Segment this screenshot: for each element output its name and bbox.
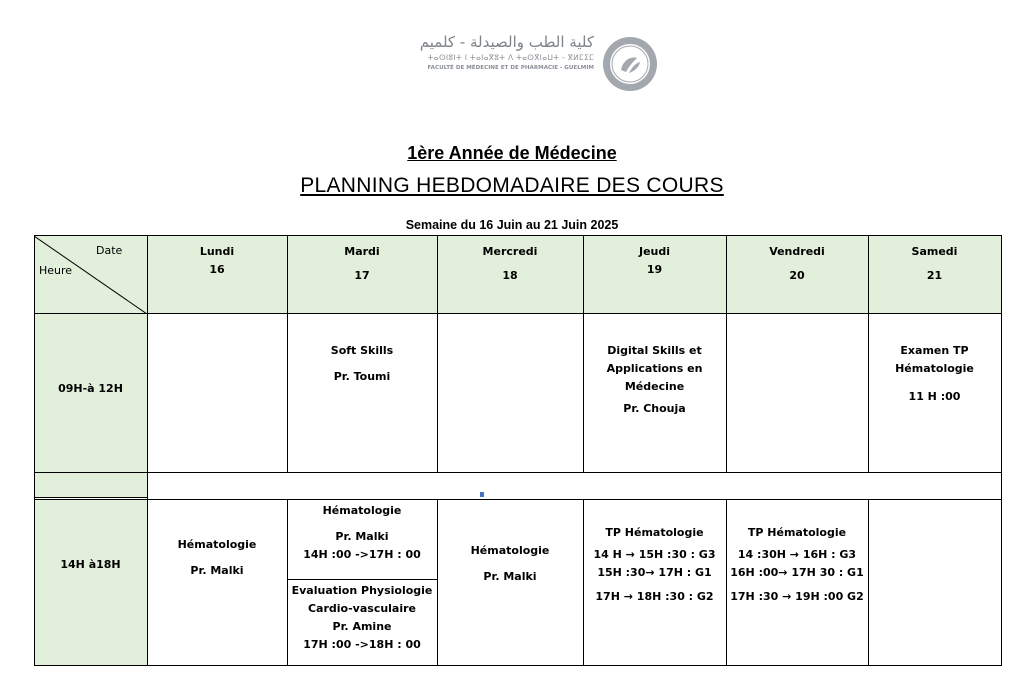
day-number: 18 <box>502 269 518 282</box>
course-name: Hématologie <box>177 538 257 551</box>
course-time: 17H :00 ->18H : 00 <box>303 638 421 651</box>
afternoon-mercredi-cell <box>437 500 583 586</box>
grid-line <box>726 499 727 666</box>
course-line-2: Applications en <box>606 362 703 375</box>
professor-name: Pr. Malki <box>483 570 537 583</box>
morning-mardi-cell <box>287 314 437 386</box>
main-title: PLANNING HEBDOMADAIRE DES COURS <box>300 174 724 197</box>
afternoon-mardi-top-cell <box>287 500 437 564</box>
exam-line-1: Examen TP <box>900 344 969 357</box>
corner-heure-label: Heure <box>39 264 73 277</box>
professor-name: Pr. Malki <box>190 564 244 577</box>
grid-line <box>726 235 727 473</box>
grid-line <box>34 497 147 498</box>
day-number: 20 <box>789 269 805 282</box>
grid-line <box>287 499 288 666</box>
grid-line <box>1001 235 1002 666</box>
grid-line <box>868 235 869 473</box>
corner-date-label: Date <box>96 244 123 257</box>
tp-group-g2: 17H :30 → 19H :00 G2 <box>730 590 864 603</box>
eval-line-2: Cardio-vasculaire <box>307 602 417 615</box>
course-time: 14H :00 ->17H : 00 <box>303 548 421 561</box>
course-line-1: Digital Skills et <box>607 344 702 357</box>
grid-line <box>583 235 584 473</box>
grid-line <box>583 499 584 666</box>
grid-line <box>34 665 1002 666</box>
course-line-3: Médecine <box>624 380 685 393</box>
exam-line-2: Hématologie <box>895 362 974 375</box>
afternoon-mardi-bottom-cell <box>287 580 437 654</box>
grid-line <box>147 235 148 666</box>
day-header-mardi <box>287 236 437 314</box>
day-number: 19 <box>646 263 663 276</box>
grid-line <box>34 235 35 666</box>
break-label-cell <box>34 473 147 497</box>
logo-arabic-text: كلية الطب والصيدلة - كلميم <box>419 33 594 51</box>
corner-header-cell <box>34 236 147 314</box>
morning-jeudi-cell <box>583 314 726 418</box>
day-name: Jeudi <box>638 245 671 258</box>
professor-name: Pr. Toumi <box>333 370 391 383</box>
logo-french-text: FACULTÉ DE MÉDECINE ET DE PHARMACIE - GUELMIM <box>427 65 594 71</box>
grid-line <box>868 499 869 666</box>
eval-line-1: Evaluation Physiologie <box>291 584 433 597</box>
grid-line <box>34 235 1002 236</box>
day-header-samedi <box>868 236 1001 314</box>
grid-line <box>34 313 1002 314</box>
course-name: Hématologie <box>470 544 550 557</box>
slot-label-afternoon <box>34 500 147 665</box>
grid-line <box>287 235 288 473</box>
exam-time: 11 H :00 <box>908 390 961 403</box>
grid-line <box>34 499 1002 500</box>
tp-group-g2: 17H → 18H :30 : G2 <box>595 590 714 603</box>
day-name: Samedi <box>911 245 958 258</box>
course-name: Soft Skills <box>330 344 394 357</box>
grid-line <box>287 579 437 580</box>
afternoon-lundi-cell <box>147 500 287 580</box>
morning-samedi-cell <box>868 314 1001 406</box>
slot-label-morning <box>34 314 147 473</box>
day-header-mercredi <box>437 236 583 314</box>
afternoon-jeudi-cell <box>583 500 726 606</box>
tp-group-g3: 14 :30H → 16H : G3 <box>737 548 857 561</box>
slot-afternoon-text: 14H à18H <box>60 558 121 571</box>
tp-group-g1: 15H :30→ 17H : G1 <box>597 566 712 579</box>
day-number: 21 <box>926 269 943 282</box>
tp-group-g3: 14 H → 15H :30 : G3 <box>593 548 716 561</box>
day-name: Lundi <box>199 245 235 258</box>
grid-line <box>437 235 438 473</box>
tp-title: TP Hématologie <box>605 526 704 539</box>
day-name: Vendredi <box>769 245 825 258</box>
tp-group-g1: 16H :00→ 17H 30 : G1 <box>730 566 864 579</box>
tp-title: TP Hématologie <box>747 526 847 539</box>
university-seal-icon <box>602 36 658 92</box>
day-number: 16 <box>209 263 225 276</box>
professor-name: Pr. Chouja <box>623 402 686 415</box>
day-header-jeudi <box>583 236 726 314</box>
course-name: Hématologie <box>322 504 402 517</box>
faculty-logo <box>366 22 666 108</box>
slot-morning-text: 09H-à 12H <box>58 382 123 395</box>
afternoon-vendredi-cell <box>726 500 868 606</box>
logo-text-block <box>366 32 594 73</box>
grid-line <box>34 472 1002 473</box>
professor-name: Pr. Amine <box>332 620 392 633</box>
day-header-vendredi <box>726 236 868 314</box>
day-header-lundi <box>147 236 287 314</box>
day-number: 17 <box>354 269 370 282</box>
stray-mark <box>480 492 484 497</box>
grid-line <box>437 499 438 666</box>
day-name: Mardi <box>344 245 380 258</box>
logo-tifinagh-text: ⵜⴰⵙⵏⵓⵏⵜ ⵏ ⵜⴰⵏⴰⴳⵓⵜ ⴷ ⵜⴰⵙⴳⵏⴰⵡⵜ - ⴳⵍⵎⵉⵎ <box>427 53 594 62</box>
professor-name: Pr. Malki <box>335 530 389 543</box>
day-name: Mercredi <box>482 245 538 258</box>
year-title: 1ère Année de Médecine <box>407 143 617 163</box>
week-label: Semaine du 16 Juin au 21 Juin 2025 <box>405 218 619 232</box>
